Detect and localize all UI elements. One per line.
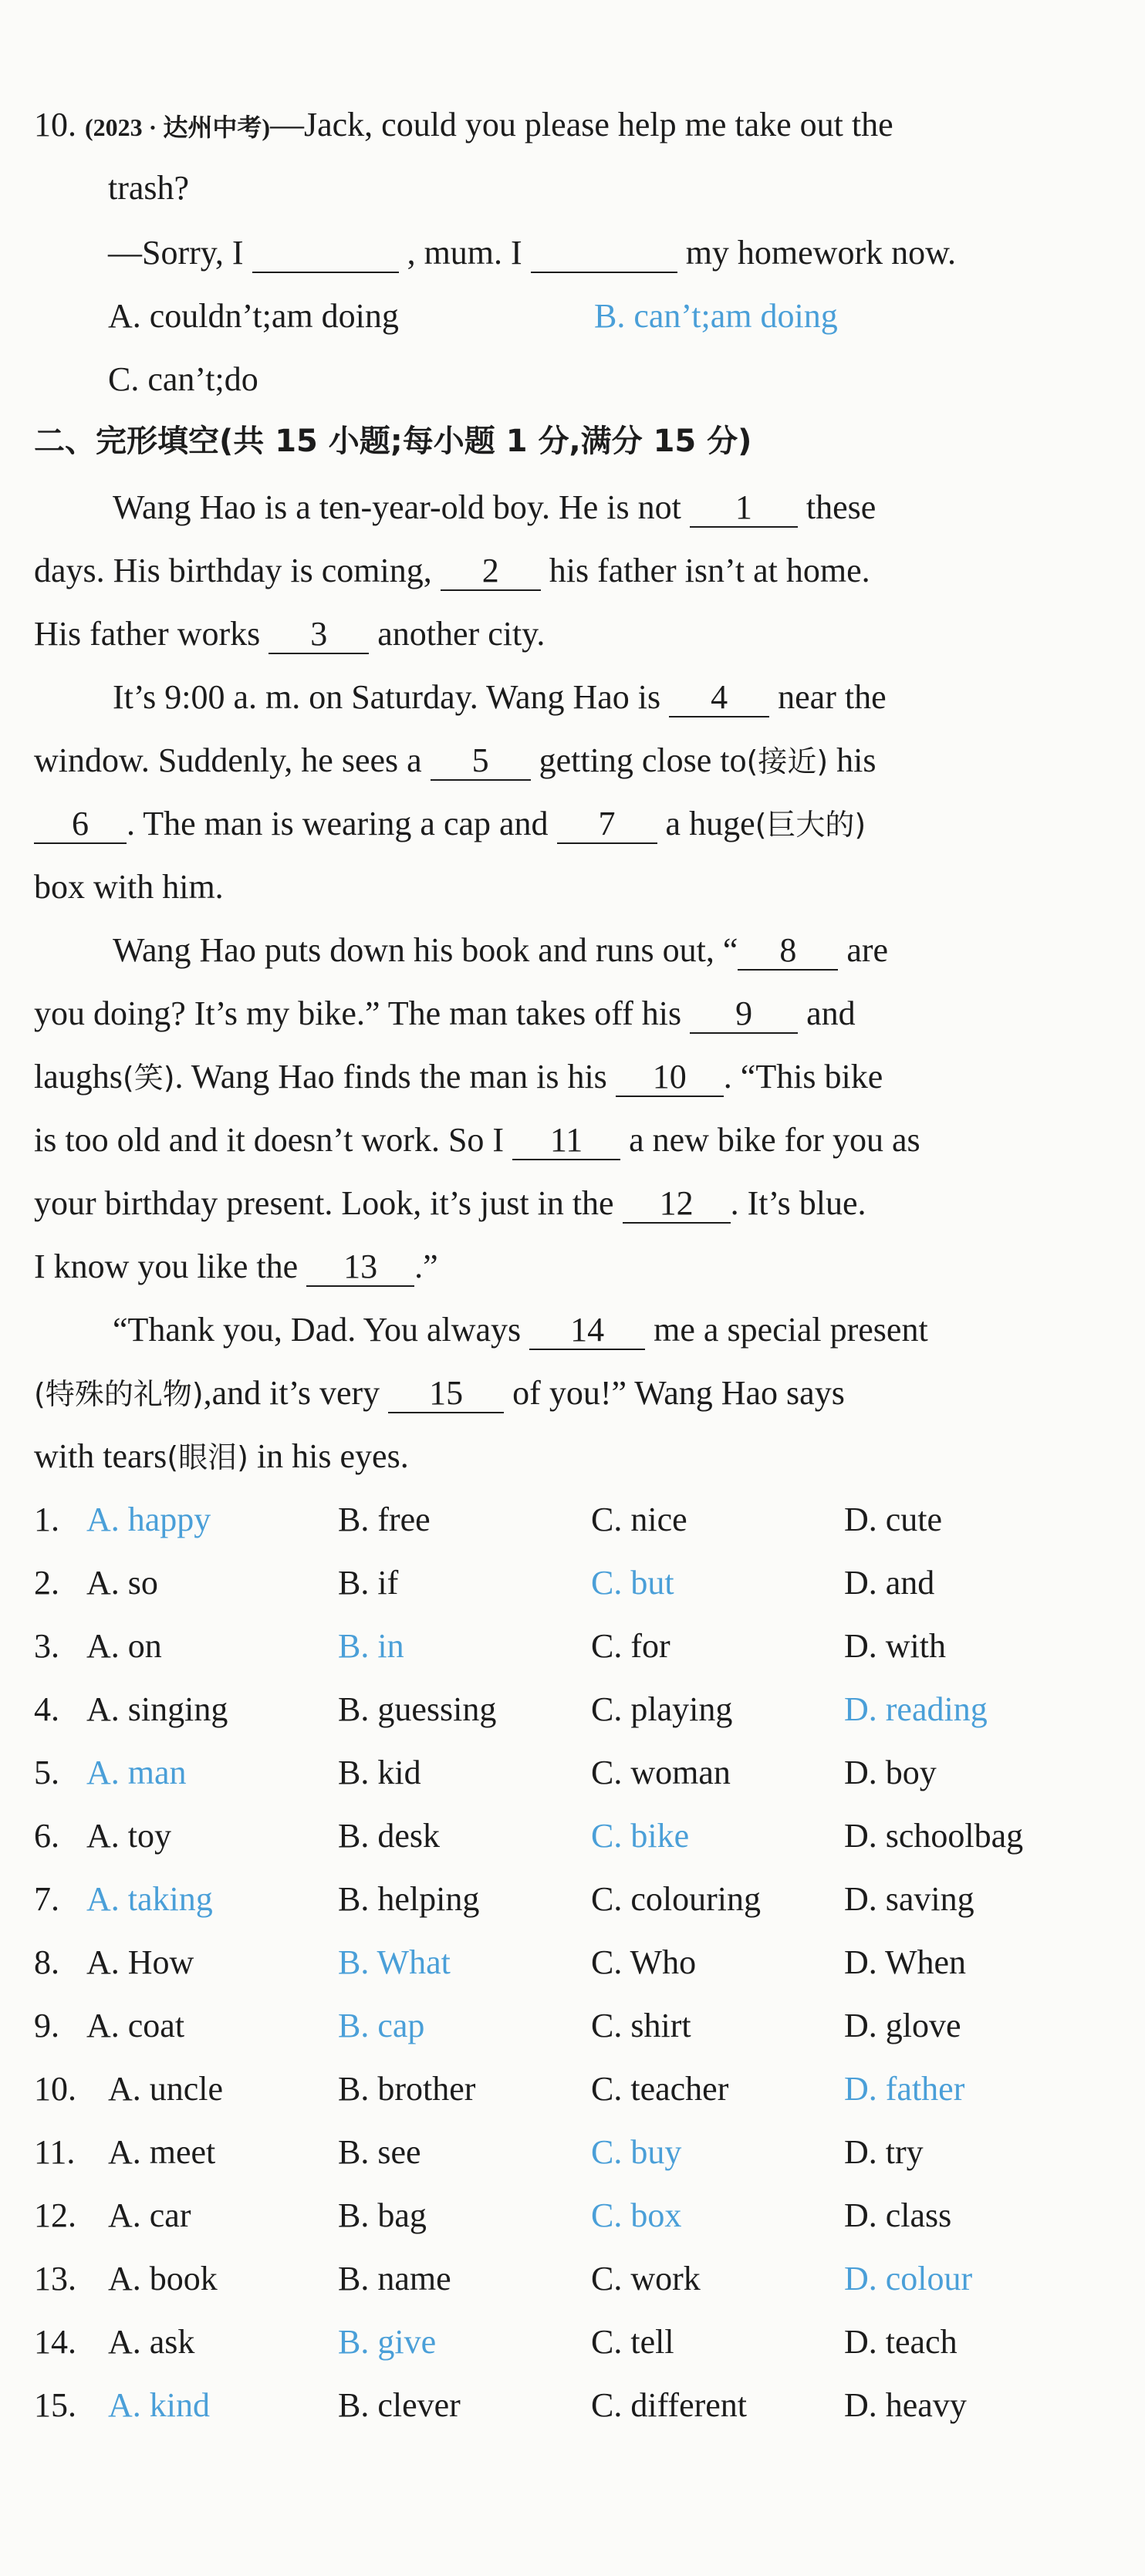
option-c: C. nice (591, 1501, 687, 1538)
blank-4: 4 (669, 680, 769, 717)
answer-number: 7. (34, 1880, 59, 1918)
gloss-text: (接近) (746, 744, 829, 778)
option-a: A. so (86, 1564, 158, 1602)
passage-line (113, 680, 887, 717)
option-d: D. class (844, 2196, 952, 2234)
reply-text: —Sorry, I (108, 234, 244, 272)
blank-10: 10 (616, 1060, 724, 1097)
answer-number: 10. (34, 2070, 76, 2108)
question-10-reply (108, 236, 956, 273)
option-b-correct: B. cap (338, 2007, 425, 2044)
option-a: A. on (86, 1627, 162, 1665)
passage-text: . “This bike (723, 1058, 883, 1096)
option-a: A. toy (86, 1817, 171, 1855)
answer-number: 13. (34, 2260, 76, 2297)
gloss-text: (笑) (122, 1061, 175, 1095)
answer-blank (531, 236, 677, 273)
passage-line (34, 1123, 920, 1160)
option-d: D. schoolbag (844, 1817, 1024, 1855)
blank-15: 15 (388, 1376, 504, 1413)
option-c: C. teacher (591, 2070, 729, 2108)
passage-text: is too old and it doesn’t work. So I (34, 1121, 505, 1159)
option-c-correct: C. buy (591, 2133, 682, 2171)
passage-text: . Wang Hao finds the man is his (174, 1058, 607, 1096)
passage-line: box with him. (34, 868, 224, 906)
option-a: A. How (86, 1943, 194, 1981)
option-a: A. couldn’t;am doing (108, 297, 399, 335)
blank-8: 8 (738, 934, 838, 971)
option-b: B. name (338, 2260, 451, 2297)
option-a-correct: A. happy (86, 1501, 211, 1538)
passage-text: another city. (377, 615, 545, 653)
passage-text: laughs (34, 1058, 123, 1096)
passage-text: and (806, 994, 856, 1032)
blank-12: 12 (623, 1187, 731, 1224)
option-c-correct: C. bike (591, 1817, 690, 1855)
passage-text: with tears (34, 1437, 167, 1475)
option-d: D. heavy (844, 2386, 967, 2424)
option-a: A. coat (86, 2007, 185, 2044)
passage-text: a huge (665, 805, 755, 842)
passage-text: Wang Hao puts down his book and runs out, “ (113, 931, 738, 969)
option-b: B. desk (338, 1817, 440, 1855)
answer-number: 5. (34, 1754, 59, 1791)
answer-number: 4. (34, 1690, 59, 1728)
option-d: D. cute (844, 1501, 943, 1538)
blank-14: 14 (529, 1313, 645, 1350)
blank-9: 9 (690, 997, 798, 1034)
reply-text: my homework now. (685, 234, 957, 272)
passage-line (34, 994, 856, 1034)
option-c: C. playing (591, 1690, 733, 1728)
question-10-stem (34, 108, 893, 142)
blank-3: 3 (269, 617, 369, 654)
answer-number: 1. (34, 1501, 59, 1538)
gloss-text: (巨大的) (755, 808, 866, 842)
option-d: D. teach (844, 2323, 958, 2361)
passage-text: Wang Hao is a ten-year-old boy. He is not (113, 488, 681, 526)
answer-number: 14. (34, 2323, 76, 2361)
passage-text: I know you like the (34, 1247, 299, 1285)
blank-13: 13 (306, 1250, 414, 1287)
option-d: D. glove (844, 2007, 961, 2044)
passage-text: a new bike for you as (629, 1121, 920, 1159)
option-c: C. work (591, 2260, 701, 2297)
option-a: A. book (108, 2260, 218, 2297)
blank-2: 2 (441, 554, 541, 591)
passage-line (34, 1437, 409, 1475)
option-c: C. different (591, 2386, 748, 2424)
answer-number: 6. (34, 1817, 59, 1855)
passage-text: . The man is wearing a cap and (127, 805, 549, 842)
option-d: D. and (844, 1564, 935, 1602)
gloss-text: (眼泪) (167, 1440, 248, 1474)
passage-line (113, 1313, 928, 1350)
option-c-correct: C. box (591, 2196, 682, 2234)
passage-line (34, 617, 545, 654)
answer-number: 8. (34, 1943, 59, 1981)
option-c: C. for (591, 1627, 670, 1665)
option-d: D. When (844, 1943, 967, 1981)
question-number: 10. (34, 106, 76, 143)
passage-text: are (846, 931, 889, 969)
passage-text: It’s 9:00 a. m. on Saturday. Wang Hao is (113, 678, 661, 716)
option-a: A. singing (86, 1690, 228, 1728)
passage-text: his (836, 741, 876, 779)
passage-line (113, 931, 889, 971)
question-source: (2023 · 达州中考) (85, 113, 270, 141)
passage-text: of you!” Wang Hao says (512, 1374, 845, 1412)
answer-number: 12. (34, 2196, 76, 2234)
passage-line (34, 1247, 438, 1287)
passage-text: window. Suddenly, he sees a (34, 741, 422, 779)
passage-line (34, 741, 876, 781)
gloss-text: (特殊的礼物) (34, 1377, 204, 1411)
option-a-correct: A. taking (86, 1880, 213, 1918)
blank-1: 1 (690, 491, 798, 528)
option-a: A. ask (108, 2323, 195, 2361)
passage-line (34, 1060, 883, 1097)
passage-text: your birthday present. Look, it’s just in the (34, 1184, 614, 1222)
blank-7: 7 (557, 807, 657, 844)
answer-number: 11. (34, 2133, 76, 2171)
option-b: B. kid (338, 1754, 421, 1791)
passage-text: near the (778, 678, 887, 716)
passage-text: me a special present (654, 1311, 928, 1349)
option-b: B. see (338, 2133, 421, 2171)
section-title: 二、完形填空(共 15 小题;每小题 1 分,满分 15 分) (34, 424, 752, 459)
option-c: C. Who (591, 1943, 697, 1981)
option-b: B. guessing (338, 1690, 497, 1728)
passage-text: . It’s blue. (730, 1184, 866, 1222)
passage-text: ,and it’s very (203, 1374, 380, 1412)
answer-number: 9. (34, 2007, 59, 2044)
answer-number: 2. (34, 1564, 59, 1602)
option-b-correct: B. in (338, 1627, 404, 1665)
option-b-correct: B. can’t;am doing (594, 297, 838, 335)
passage-text: days. His birthday is coming, (34, 552, 432, 589)
passage-text: getting close to (539, 741, 747, 779)
blank-6: 6 (34, 807, 127, 844)
passage-text: in his eyes. (256, 1437, 409, 1475)
option-b: B. bag (338, 2196, 427, 2234)
passage-text: “Thank you, Dad. You always (113, 1311, 522, 1349)
option-d: D. with (844, 1627, 946, 1665)
passage-text: His father works (34, 615, 261, 653)
passage-text: his father isn’t at home. (549, 552, 870, 589)
blank-5: 5 (431, 744, 531, 781)
option-c: C. can’t;do (108, 360, 258, 398)
option-d-correct: D. colour (844, 2260, 973, 2297)
option-b: B. helping (338, 1880, 480, 1918)
option-a: A. car (108, 2196, 191, 2234)
option-d-correct: D. father (844, 2070, 965, 2108)
option-c: C. tell (591, 2323, 674, 2361)
option-b-correct: B. What (338, 1943, 451, 1981)
blank-11: 11 (512, 1123, 620, 1160)
passage-line (113, 488, 876, 528)
reply-text: , mum. I (407, 234, 522, 272)
option-c: C. shirt (591, 2007, 691, 2044)
option-d: D. boy (844, 1754, 937, 1791)
option-b: B. clever (338, 2386, 461, 2424)
option-b-correct: B. give (338, 2323, 437, 2361)
question-text: —Jack, could you please help me take out the (270, 106, 893, 143)
option-b: B. brother (338, 2070, 476, 2108)
option-b: B. if (338, 1564, 399, 1602)
option-a-correct: A. man (86, 1754, 187, 1791)
answer-number: 15. (34, 2386, 76, 2424)
passage-line (34, 554, 870, 591)
option-d-correct: D. reading (844, 1690, 988, 1728)
passage-text: .” (414, 1247, 438, 1285)
answer-number: 3. (34, 1627, 59, 1665)
passage-line (34, 1184, 866, 1224)
option-a: A. meet (108, 2133, 216, 2171)
answer-blank (252, 236, 399, 273)
option-c-correct: C. but (591, 1564, 674, 1602)
passage-text: these (806, 488, 876, 526)
question-10-stem-cont: trash? (108, 169, 190, 207)
option-c: C. woman (591, 1754, 731, 1791)
option-b: B. free (338, 1501, 431, 1538)
option-a: A. uncle (108, 2070, 224, 2108)
passage-text: you doing? It’s my bike.” The man takes off his (34, 994, 682, 1032)
option-a-correct: A. kind (108, 2386, 210, 2424)
option-c: C. colouring (591, 1880, 761, 1918)
option-d: D. saving (844, 1880, 974, 1918)
option-d: D. try (844, 2133, 924, 2171)
passage-line (34, 1376, 845, 1413)
passage-line (34, 807, 866, 844)
